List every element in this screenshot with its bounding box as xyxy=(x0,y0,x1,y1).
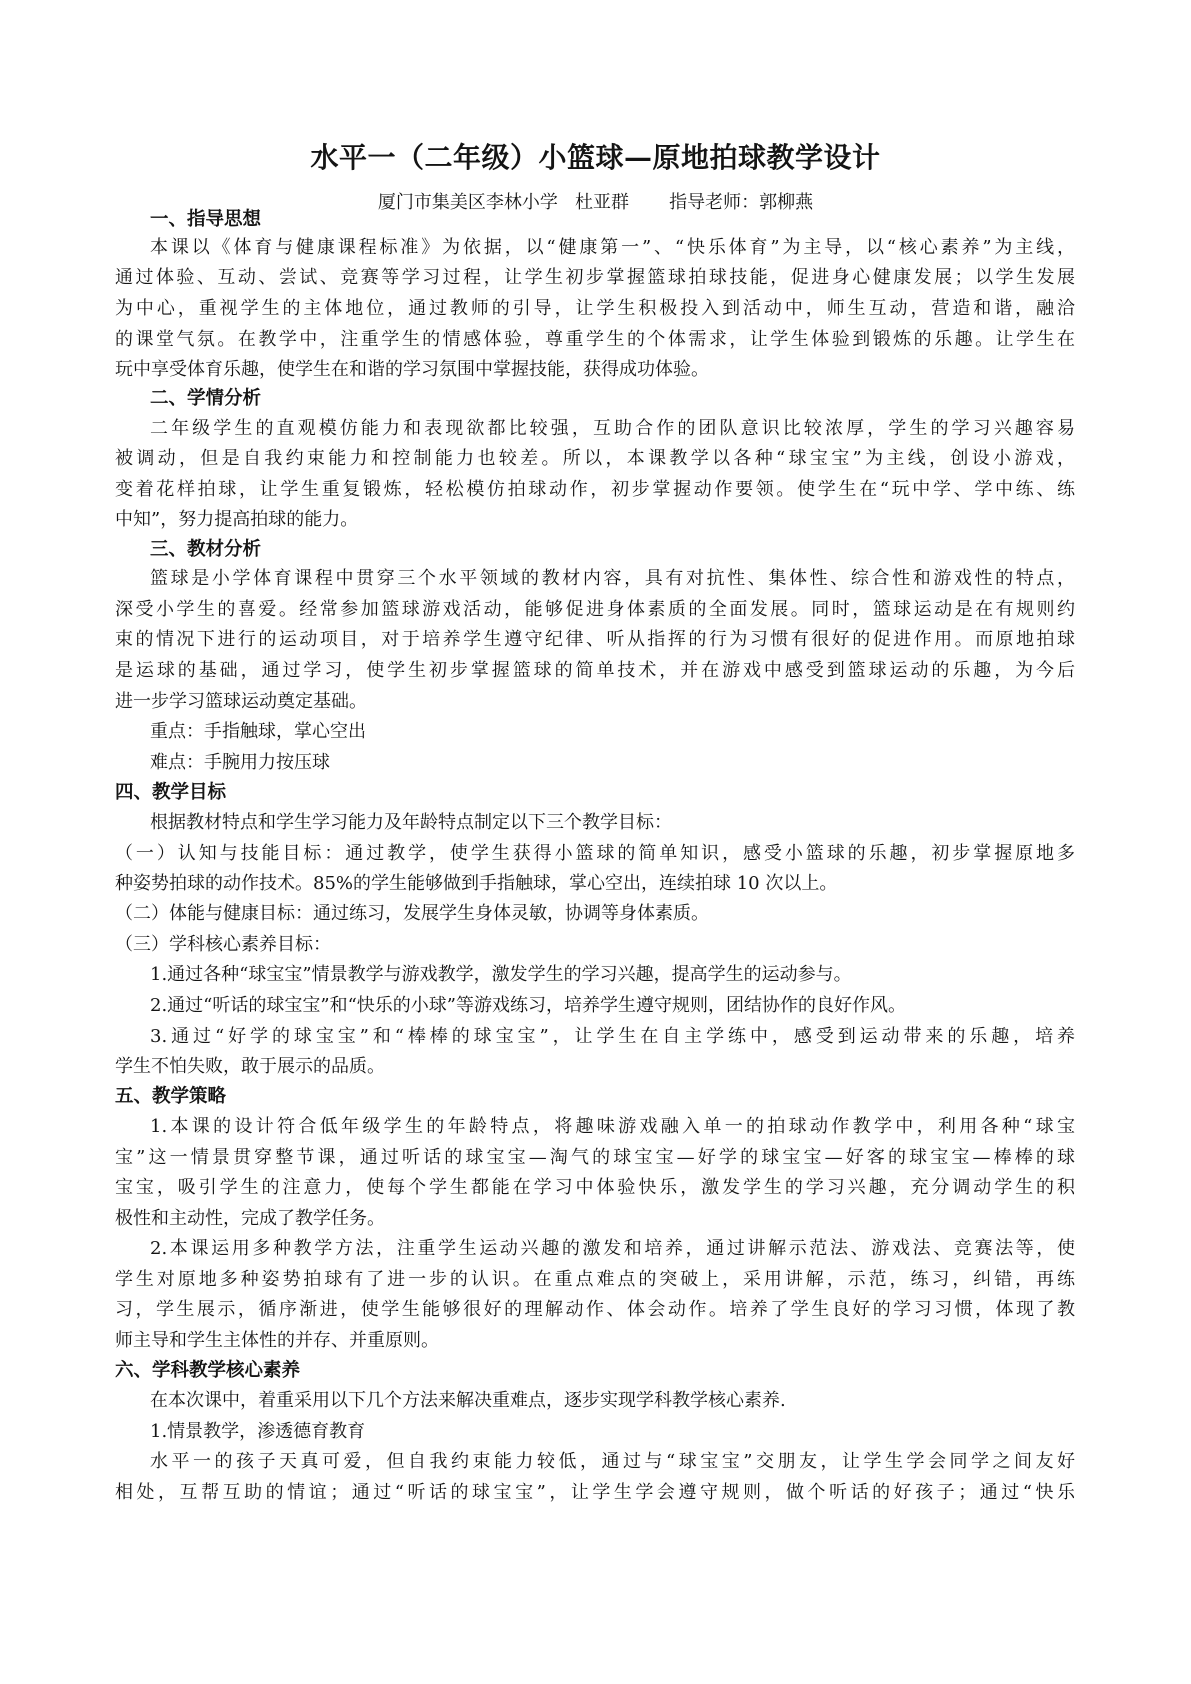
key-point-line: 重点：手指触球，掌心空出 xyxy=(150,721,366,742)
paragraph-line: 本课以《体育与健康课程标准》为依据，以“健康第一”、“快乐体育”为主导，以“核心素养”为主线， xyxy=(150,237,1075,258)
paragraph-line: 宝”这一情景贯穿整节课，通过听话的球宝宝—淘气的球宝宝—好学的球宝宝—好客的球宝宝—棒棒的球 xyxy=(115,1147,1075,1168)
paragraph-line: 是运球的基础，通过学习，使学生初步掌握篮球的简单技术，并在游戏中感受到篮球运动的乐趣，为今后 xyxy=(115,660,1075,681)
paragraph-line: 为中心，重视学生的主体地位，通过教师的引导，让学生积极投入到活动中，师生互动，营造和谐，融洽 xyxy=(115,298,1075,319)
paragraph-line: 进一步学习篮球运动奠定基础。 xyxy=(115,691,367,712)
paragraph-line: 玩中享受体育乐趣，使学生在和谐的学习氛围中掌握技能，获得成功体验。 xyxy=(115,359,709,380)
paragraph-line: 通过体验、互动、尝试、竞赛等学习过程，让学生初步掌握篮球拍球技能，促进身心健康发展；以学生发展 xyxy=(115,267,1075,288)
subheading-line: 1.情景教学，渗透德育教育 xyxy=(150,1421,366,1442)
goal-line: （二）体能与健康目标：通过练习，发展学生身体灵敏，协调等身体素质。 xyxy=(115,903,709,924)
paragraph-line: 深受小学生的喜爱。经常参加篮球游戏活动，能够促进身体素质的全面发展。同时，篮球运动是在有规则约 xyxy=(115,599,1075,620)
paragraph-line: 师主导和学生主体性的并存、并重原则。 xyxy=(115,1330,439,1351)
paragraph-line: 根据教材特点和学生学习能力及年龄特点制定以下三个教学目标： xyxy=(150,812,672,833)
paragraph-line: 宝宝，吸引学生的注意力，使每个学生都能在学习中体验快乐，激发学生的学习兴趣，充分调动学生的积 xyxy=(115,1177,1075,1198)
paragraph-line: 学生对原地多种姿势拍球有了进一步的认识。在重点难点的突破上，采用讲解，示范，练习，纠错，再练 xyxy=(115,1269,1075,1290)
goal-line: （三）学科核心素养目标： xyxy=(115,934,331,955)
paragraph-line: 二年级学生的直观模仿能力和表现欲都比较强，互助合作的团队意识比较浓厚，学生的学习兴趣容易 xyxy=(150,418,1075,439)
paragraph-line: 习，学生展示，循序渐进，使学生能够很好的理解动作、体会动作。培养了学生良好的学习习惯，体现了教 xyxy=(115,1299,1075,1320)
paragraph-line: 中知”，努力提高拍球的能力。 xyxy=(115,509,359,530)
section-heading-teaching-goals: 四、教学目标 xyxy=(115,782,227,803)
paragraph-line: 2.本课运用多种教学方法，注重学生运动兴趣的激发和培养，通过讲解示范法、游戏法、竞赛法等，使 xyxy=(150,1238,1075,1259)
section-heading-material-analysis: 三、教材分析 xyxy=(150,539,262,560)
goal-item: 学生不怕失败，敢于展示的品质。 xyxy=(115,1056,385,1077)
section-heading-student-analysis: 二、学情分析 xyxy=(150,388,262,409)
goal-item: 1.通过各种“球宝宝”情景教学与游戏教学，激发学生的学习兴趣，提高学生的运动参与。 xyxy=(150,964,852,985)
paragraph-line: 被调动，但是自我约束能力和控制能力也较差。所以，本课教学以各种“球宝宝”为主线，创设小游戏， xyxy=(115,448,1075,469)
paragraph-line: 篮球是小学体育课程中贯穿三个水平领域的教材内容，具有对抗性、集体性、综合性和游戏性的特点， xyxy=(150,568,1075,589)
section-heading-core-literacy: 六、学科教学核心素养 xyxy=(115,1360,301,1381)
author-line: 厦门市集美区李林小学 杜亚群 指导老师：郭柳燕 xyxy=(377,192,814,213)
section-heading-guiding-ideology: 一、指导思想 xyxy=(150,209,262,230)
paragraph-line: 相处，互帮互助的情谊；通过“听话的球宝宝”，让学生学会遵守规则，做个听话的好孩子；通过“快乐 xyxy=(115,1482,1075,1503)
section-heading-teaching-strategy: 五、教学策略 xyxy=(115,1086,227,1107)
document-title: 水平一（二年级）小篮球—原地拍球教学设计 xyxy=(310,141,881,174)
paragraph-line: 变着花样拍球，让学生重复锻炼，轻松模仿拍球动作，初步掌握动作要领。使学生在“玩中学、学中练、练 xyxy=(115,479,1075,500)
goal-line: 种姿势拍球的动作技术。85%的学生能够做到手指触球，掌心空出，连续拍球 10 次以上。 xyxy=(115,873,838,894)
paragraph-line: 的课堂气氛。在教学中，注重学生的情感体验，尊重学生的个体需求，让学生体验到锻炼的乐趣。让学生在 xyxy=(115,329,1075,350)
paragraph-line: 在本次课中，着重采用以下几个方法来解决重难点，逐步实现学科教学核心素养. xyxy=(150,1390,786,1411)
paragraph-line: 束的情况下进行的运动项目，对于培养学生遵守纪律、听从指挥的行为习惯有很好的促进作用。而原地拍球 xyxy=(115,629,1075,650)
paragraph-line: 极性和主动性，完成了教学任务。 xyxy=(115,1208,385,1229)
goal-item: 3.通过“好学的球宝宝”和“棒棒的球宝宝”，让学生在自主学练中，感受到运动带来的乐趣，培养 xyxy=(150,1026,1075,1047)
paragraph-line: 水平一的孩子天真可爱，但自我约束能力较低，通过与“球宝宝”交朋友，让学生学会同学之间友好 xyxy=(150,1451,1075,1472)
difficulty-line: 难点：手腕用力按压球 xyxy=(150,752,330,773)
paragraph-line: 1.本课的设计符合低年级学生的年龄特点，将趣味游戏融入单一的拍球动作教学中，利用各种“球宝 xyxy=(150,1116,1075,1137)
goal-line: （一）认知与技能目标：通过教学，使学生获得小篮球的简单知识，感受小篮球的乐趣，初步掌握原地多 xyxy=(115,843,1075,864)
goal-item: 2.通过“听话的球宝宝”和“快乐的小球”等游戏练习，培养学生遵守规则，团结协作的良好作风。 xyxy=(150,995,906,1016)
